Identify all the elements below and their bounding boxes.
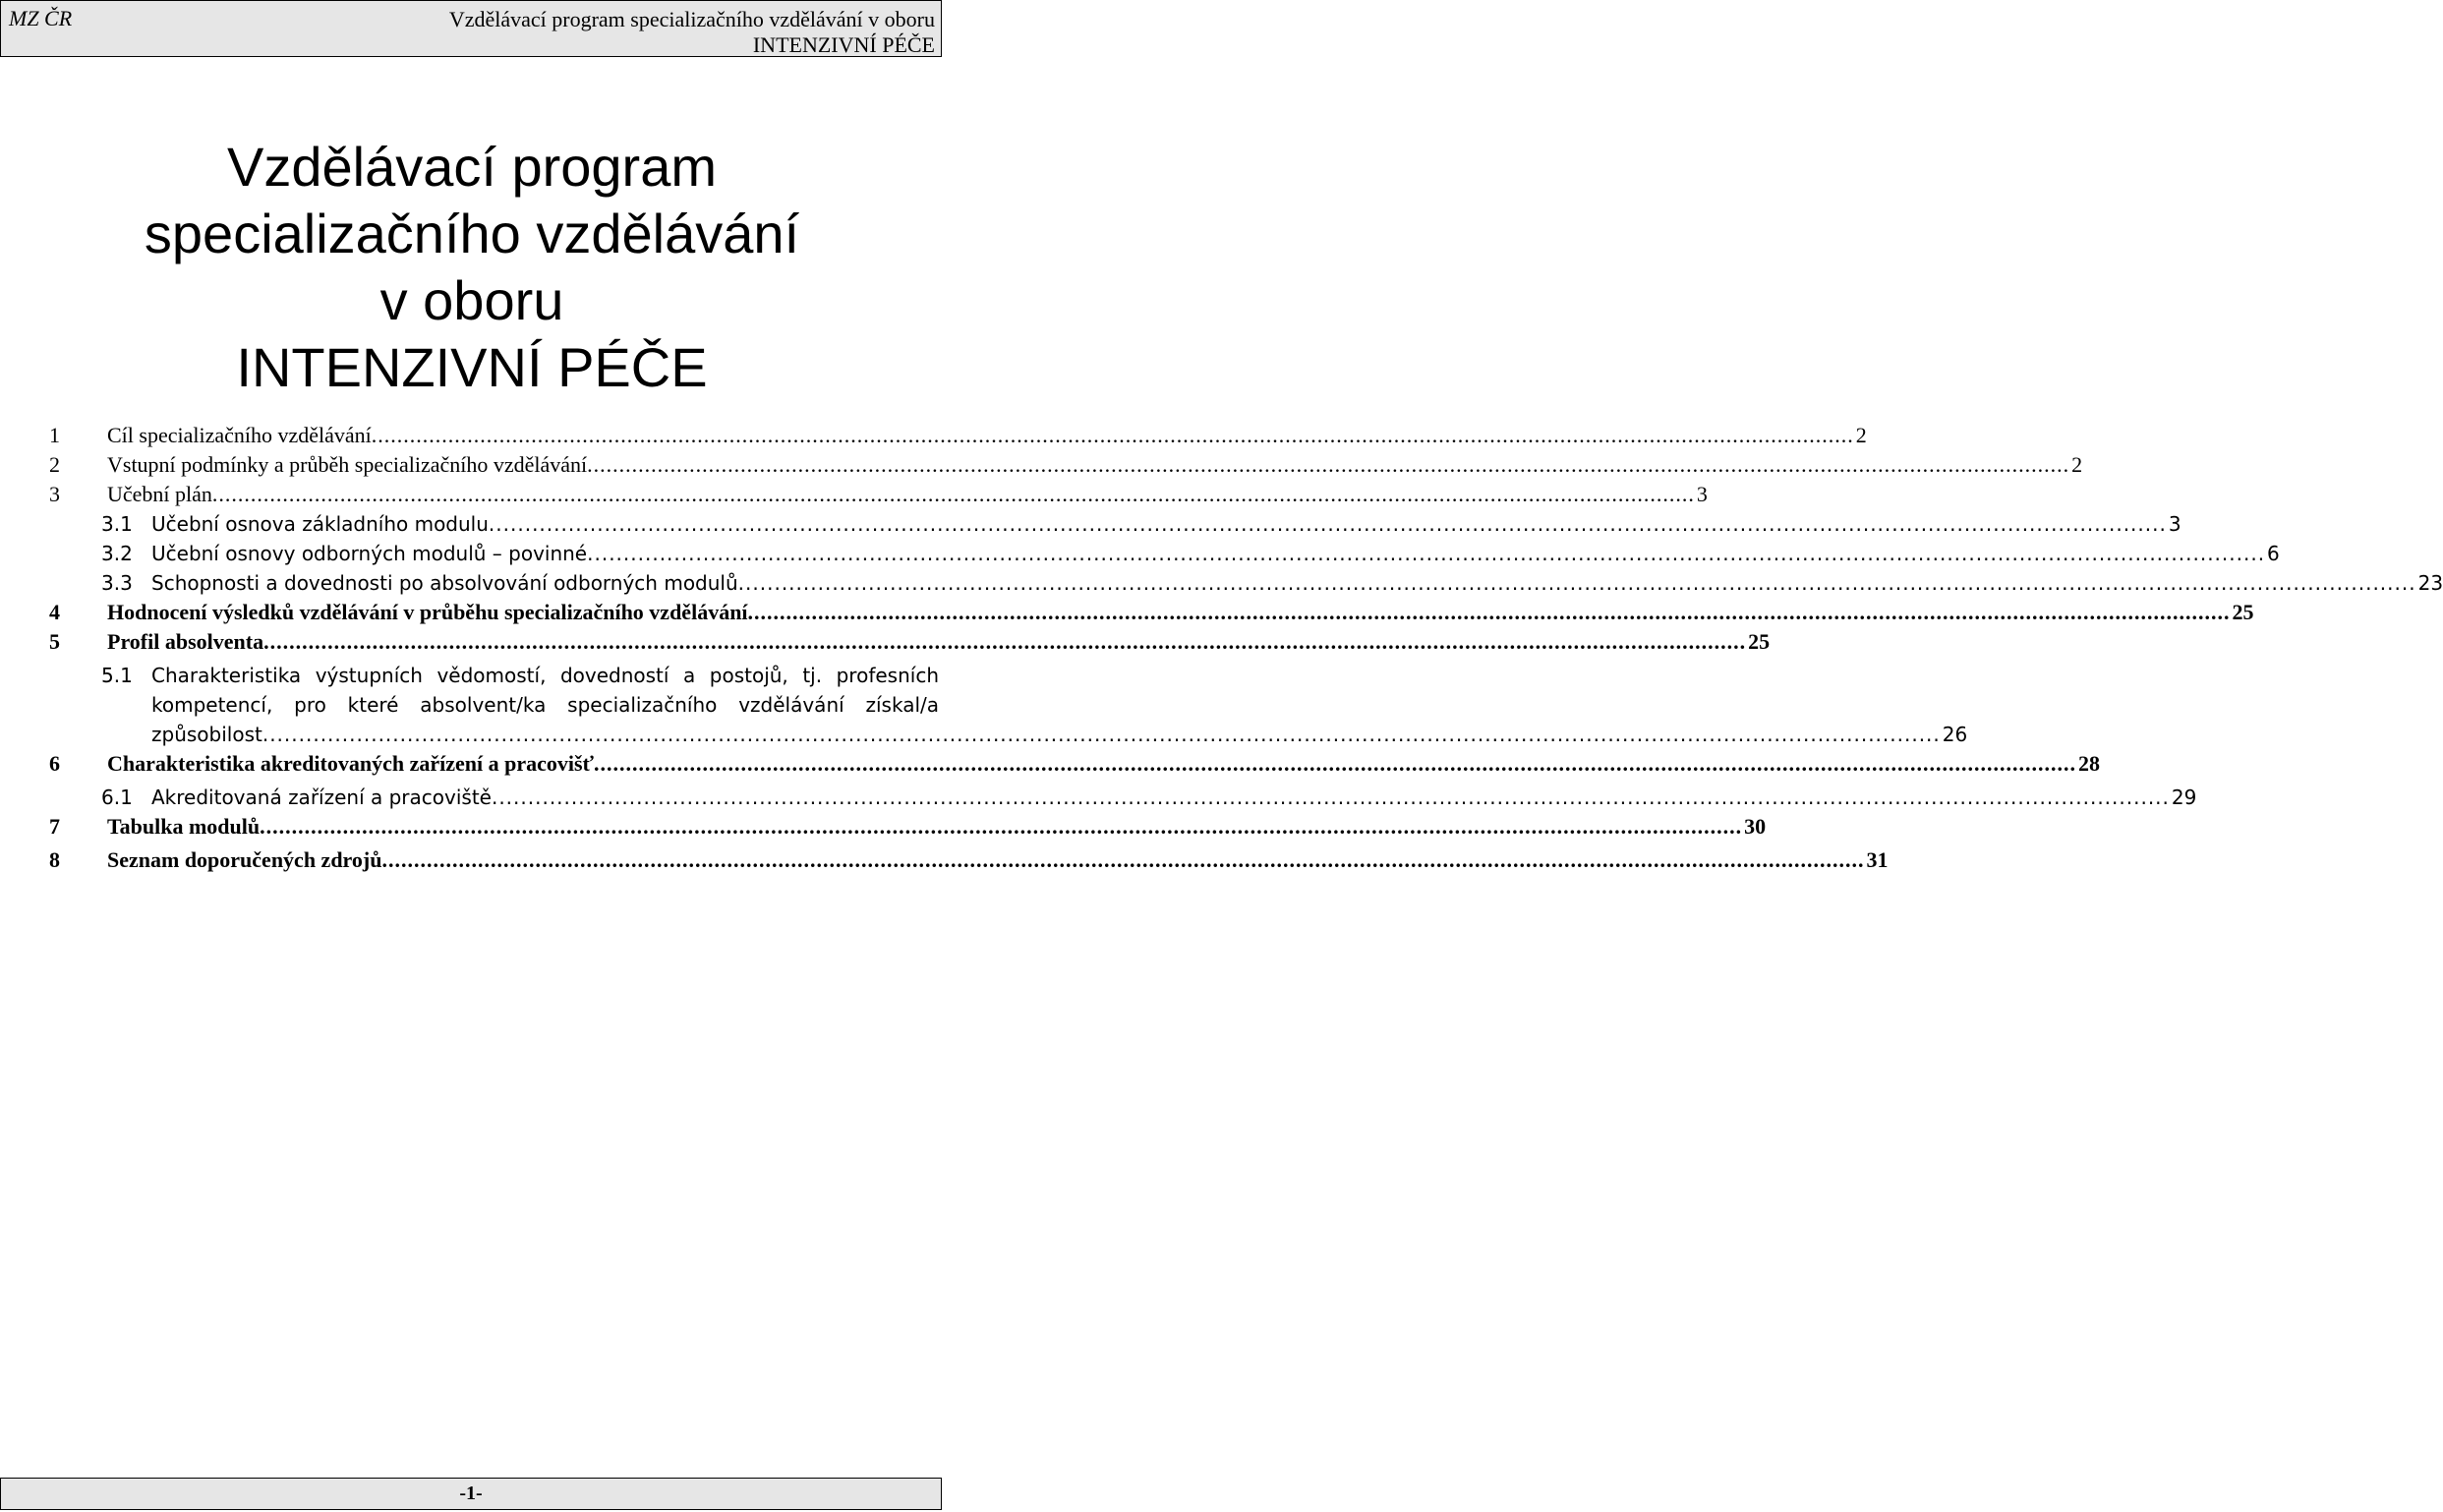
- toc-dot-leader: ........................................................................................................................................................................................................................................: [737, 571, 2416, 595]
- toc-entry-title[interactable]: Učební osnovy odborných modulů – povinné: [151, 539, 587, 568]
- title-line4: INTENZIVNÍ PÉČE: [236, 336, 708, 398]
- page-number: -1-: [459, 1483, 483, 1504]
- toc-entry[interactable]: [49, 539, 2280, 568]
- toc-entry[interactable]: [49, 568, 2443, 598]
- toc-entry-title[interactable]: Schopnosti a dovednosti po absolvování odborných modulů: [151, 568, 738, 598]
- toc-entry-title-line3: způsobilost: [151, 720, 262, 749]
- toc-entry[interactable]: [49, 421, 1867, 450]
- toc-entry-title[interactable]: Cíl specializačního vzdělávání: [107, 421, 372, 450]
- toc-entry-page: 26: [1942, 723, 1968, 746]
- toc-dot-leader: ........................................................................................................................................................................................................................................: [262, 723, 1941, 746]
- toc-entry-last-line: [151, 720, 1968, 749]
- toc-entry-page: 31: [1866, 847, 1889, 872]
- toc-dot-leader: ........................................................................................................................................................................................................................................: [260, 814, 1743, 839]
- title-line1: Vzdělávací program: [226, 136, 717, 198]
- toc-entry-page: 2: [2071, 452, 2083, 477]
- toc-entry-number: 5: [49, 629, 60, 654]
- toc-entry[interactable]: [49, 812, 1767, 842]
- toc-entry-number: 7: [49, 814, 60, 839]
- toc-entry-number: 3.2: [101, 542, 133, 565]
- toc-entry-page: 25: [1748, 629, 1771, 654]
- toc-entry-number: 8: [49, 847, 60, 872]
- toc-entry[interactable]: [49, 749, 2101, 779]
- toc-dot-leader: ........................................................................................................................................................................................................................................: [381, 847, 1865, 872]
- header-program-line2: INTENZIVNÍ PÉČE: [752, 32, 935, 57]
- toc-entry-number: 6.1: [101, 785, 133, 809]
- toc-entry[interactable]: [49, 783, 2197, 812]
- toc-entry-title[interactable]: Učební plán: [107, 480, 212, 509]
- toc-entry-page: 6: [2267, 542, 2280, 565]
- toc-entry-number: 2: [49, 452, 60, 477]
- toc-dot-leader: ........................................................................................................................................................................................................................................: [587, 452, 2070, 477]
- toc-entry-title[interactable]: Vstupní podmínky a průběh specializačního vzdělávání: [107, 450, 587, 480]
- toc-entry[interactable]: [49, 480, 1708, 509]
- page-footer: [0, 1478, 942, 1510]
- toc-entry-title[interactable]: [151, 661, 939, 720]
- toc-dot-leader: ........................................................................................................................................................................................................................................: [594, 751, 2077, 776]
- toc-entry-number: 6: [49, 751, 60, 776]
- toc-entry-title[interactable]: Seznam doporučených zdrojů: [107, 845, 382, 875]
- toc-entry-page: 3: [2168, 512, 2181, 536]
- toc-entry-title[interactable]: Hodnocení výsledků vzdělávání v průběhu specializačního vzdělávání: [107, 598, 748, 627]
- toc-entry-page: 28: [2078, 751, 2101, 776]
- toc-entry[interactable]: [49, 450, 2083, 480]
- toc-entry-number: 3.3: [101, 571, 133, 595]
- toc-entry[interactable]: [49, 509, 2181, 539]
- toc-dot-leader: ........................................................................................................................................................................................................................................: [211, 482, 1695, 506]
- toc-entry-multiline[interactable]: [49, 661, 1968, 749]
- toc-dot-leader: ........................................................................................................................................................................................................................................: [488, 512, 2167, 536]
- toc-entry[interactable]: [49, 627, 1771, 657]
- toc-entry-number: 3.1: [101, 512, 133, 536]
- toc-entry[interactable]: [49, 598, 2254, 627]
- header-program-line1: Vzdělávací program specializačního vzdělávání v oboru: [448, 7, 935, 31]
- page-header: [0, 0, 942, 57]
- header-program-title: [449, 7, 935, 58]
- toc-dot-leader: ........................................................................................................................................................................................................................................: [371, 423, 1854, 447]
- title-line2: specializačního vzdělávání: [144, 203, 800, 264]
- toc-entry-title-line2: kompetencí, pro které absolvent/ka specializačního vzdělávání získal/a: [151, 693, 939, 717]
- toc-dot-leader: ........................................................................................................................................................................................................................................: [587, 542, 2266, 565]
- toc-entry-number: 3: [49, 482, 60, 506]
- toc-entry-page: 29: [2171, 785, 2197, 809]
- title-line3: v oboru: [379, 269, 564, 331]
- toc-entry[interactable]: [49, 845, 1889, 875]
- toc-entry-title[interactable]: Akreditovaná zařízení a pracoviště: [151, 783, 492, 812]
- toc-dot-leader: ........................................................................................................................................................................................................................................: [747, 600, 2231, 624]
- document-title: [0, 134, 944, 401]
- toc-entry-page: 2: [1855, 423, 1867, 447]
- toc-dot-leader: ........................................................................................................................................................................................................................................: [491, 785, 2170, 809]
- toc-entry-title[interactable]: Tabulka modulů: [107, 812, 260, 842]
- toc-entry-title[interactable]: Charakteristika akreditovaných zařízení a pracovišť: [107, 749, 594, 779]
- toc-entry-number: 5.1: [101, 664, 133, 687]
- toc-dot-leader: ........................................................................................................................................................................................................................................: [263, 629, 1747, 654]
- toc-entry-page: 30: [1744, 814, 1767, 839]
- toc-entry-page: 3: [1696, 482, 1708, 506]
- toc-entry-title[interactable]: Profil absolventa: [107, 627, 263, 657]
- header-ministry: MZ ČR: [9, 6, 73, 30]
- toc-entry-number: 1: [49, 423, 60, 447]
- toc-entry-title[interactable]: Učební osnova základního modulu: [151, 509, 489, 539]
- toc-entry-page: 23: [2417, 571, 2443, 595]
- toc-entry-title-line1: Charakteristika výstupních vědomostí, dovedností a postojů, tj. profesních: [151, 664, 939, 687]
- toc-entry-number: 4: [49, 600, 60, 624]
- toc-entry-page: 25: [2232, 600, 2254, 624]
